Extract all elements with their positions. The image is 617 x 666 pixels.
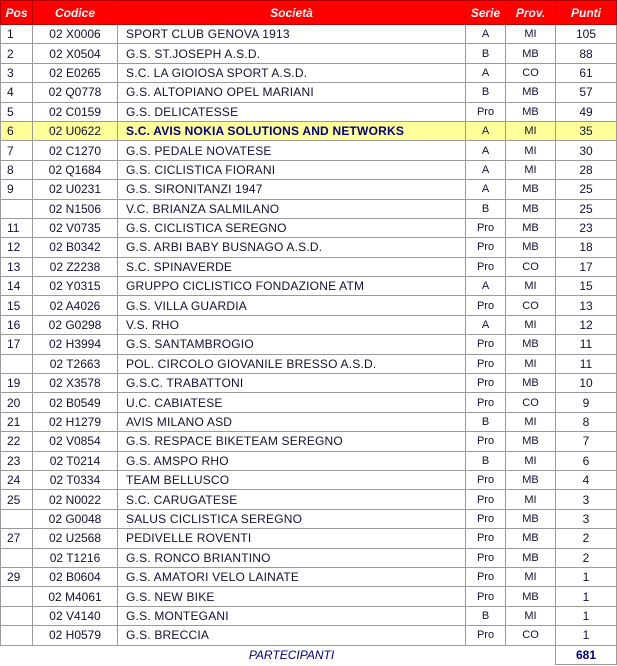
series-cell: A [466, 180, 506, 199]
series-cell: Pro [466, 238, 506, 257]
series-cell: B [466, 44, 506, 63]
code-cell: 02 T0214 [33, 451, 118, 470]
table-row [1, 490, 617, 509]
totals-row [1, 645, 617, 664]
participants-total: 681 [556, 645, 617, 664]
province-cell: CO [506, 257, 556, 276]
province-cell: MI [506, 315, 556, 334]
totals-spacer [506, 645, 556, 664]
header-prov: Prov. [506, 1, 556, 25]
series-cell: A [466, 25, 506, 44]
points-cell: 11 [556, 354, 617, 373]
table-row [1, 393, 617, 412]
table-row [1, 548, 617, 567]
team-name-cell: G.S. BRECCIA [118, 626, 466, 645]
table-row [1, 296, 617, 315]
points-cell: 4 [556, 470, 617, 489]
team-name-cell: G.S. MONTEGANI [118, 606, 466, 625]
position-cell: 24 [1, 470, 33, 489]
series-cell: B [466, 606, 506, 625]
position-cell: 9 [1, 180, 33, 199]
code-cell: 02 V0735 [33, 218, 118, 237]
points-cell: 105 [556, 25, 617, 44]
points-cell: 7 [556, 432, 617, 451]
table-row [1, 257, 617, 276]
team-name-cell: G.S. DELICATESSE [118, 102, 466, 121]
province-cell: MI [506, 141, 556, 160]
province-cell: MB [506, 44, 556, 63]
header-punti: Punti [556, 1, 617, 25]
table-row [1, 509, 617, 528]
team-name-cell: G.S. ALTOPIANO OPEL MARIANI [118, 83, 466, 102]
points-cell: 13 [556, 296, 617, 315]
team-name-cell: G.S.C. TRABATTONI [118, 374, 466, 393]
position-cell [1, 199, 33, 218]
table-row [1, 606, 617, 625]
position-cell: 16 [1, 315, 33, 334]
province-cell: MB [506, 83, 556, 102]
province-cell: CO [506, 393, 556, 412]
province-cell: MI [506, 451, 556, 470]
province-cell: MI [506, 412, 556, 431]
code-cell: 02 B0549 [33, 393, 118, 412]
points-cell: 88 [556, 44, 617, 63]
code-cell: 02 T1216 [33, 548, 118, 567]
series-cell: Pro [466, 432, 506, 451]
position-cell: 4 [1, 83, 33, 102]
points-cell: 30 [556, 141, 617, 160]
table-row [1, 102, 617, 121]
province-cell: MB [506, 199, 556, 218]
code-cell: 02 H1279 [33, 412, 118, 431]
table-row [1, 567, 617, 586]
team-name-cell: U.C. CABIATESE [118, 393, 466, 412]
table-row [1, 238, 617, 257]
team-name-cell: G.S. NEW BIKE [118, 587, 466, 606]
province-cell: MI [506, 490, 556, 509]
position-cell [1, 606, 33, 625]
code-cell: 02 H0579 [33, 626, 118, 645]
code-cell: 02 Q1684 [33, 160, 118, 179]
series-cell: Pro [466, 374, 506, 393]
code-cell: 02 M4061 [33, 587, 118, 606]
position-cell [1, 587, 33, 606]
team-name-cell: G.S. VILLA GUARDIA [118, 296, 466, 315]
team-name-cell: V.S. RHO [118, 315, 466, 334]
province-cell: MB [506, 548, 556, 567]
code-cell: 02 B0342 [33, 238, 118, 257]
team-name-cell: SPORT CLUB GENOVA 1913 [118, 25, 466, 44]
province-cell: MI [506, 160, 556, 179]
code-cell: 02 U0231 [33, 180, 118, 199]
series-cell: Pro [466, 509, 506, 528]
points-cell: 1 [556, 606, 617, 625]
code-cell: 02 U0622 [33, 121, 118, 140]
points-cell: 17 [556, 257, 617, 276]
table-row [1, 432, 617, 451]
position-cell: 19 [1, 374, 33, 393]
points-cell: 9 [556, 393, 617, 412]
position-cell: 29 [1, 567, 33, 586]
points-cell: 3 [556, 509, 617, 528]
code-cell: 02 X0504 [33, 44, 118, 63]
team-name-cell: G.S. AMATORI VELO LAINATE [118, 567, 466, 586]
position-cell: 23 [1, 451, 33, 470]
province-cell: MB [506, 238, 556, 257]
province-cell: MB [506, 218, 556, 237]
team-name-cell: PEDIVELLE ROVENTI [118, 529, 466, 548]
table-row [1, 335, 617, 354]
position-cell: 5 [1, 102, 33, 121]
table-row [1, 374, 617, 393]
code-cell: 02 B0604 [33, 567, 118, 586]
province-cell: CO [506, 626, 556, 645]
team-name-cell: POL. CIRCOLO GIOVANILE BRESSO A.S.D. [118, 354, 466, 373]
province-cell: MB [506, 335, 556, 354]
position-cell: 2 [1, 44, 33, 63]
series-cell: A [466, 141, 506, 160]
table-row [1, 180, 617, 199]
series-cell: B [466, 412, 506, 431]
points-cell: 8 [556, 412, 617, 431]
position-cell: 22 [1, 432, 33, 451]
series-cell: A [466, 277, 506, 296]
code-cell: 02 Z2238 [33, 257, 118, 276]
series-cell: Pro [466, 102, 506, 121]
position-cell: 21 [1, 412, 33, 431]
province-cell: CO [506, 296, 556, 315]
team-name-cell: G.S. ST.JOSEPH A.S.D. [118, 44, 466, 63]
code-cell: 02 C1270 [33, 141, 118, 160]
points-cell: 49 [556, 102, 617, 121]
points-cell: 2 [556, 529, 617, 548]
team-name-cell: G.S. RONCO BRIANTINO [118, 548, 466, 567]
position-cell [1, 548, 33, 567]
position-cell: 13 [1, 257, 33, 276]
team-name-cell: AVIS MILANO ASD [118, 412, 466, 431]
team-name-cell: G.S. SANTAMBROGIO [118, 335, 466, 354]
series-cell: Pro [466, 218, 506, 237]
points-cell: 61 [556, 63, 617, 82]
table-row [1, 470, 617, 489]
points-cell: 25 [556, 199, 617, 218]
points-cell: 35 [556, 121, 617, 140]
table-row [1, 141, 617, 160]
series-cell: B [466, 199, 506, 218]
position-cell: 25 [1, 490, 33, 509]
series-cell: Pro [466, 548, 506, 567]
position-cell: 7 [1, 141, 33, 160]
province-cell: MB [506, 529, 556, 548]
header-row [1, 1, 617, 25]
position-cell [1, 626, 33, 645]
province-cell: MB [506, 374, 556, 393]
table-row [1, 277, 617, 296]
position-cell: 12 [1, 238, 33, 257]
position-cell [1, 509, 33, 528]
series-cell: Pro [466, 257, 506, 276]
series-cell: B [466, 83, 506, 102]
code-cell: 02 T0334 [33, 470, 118, 489]
code-cell: 02 V0854 [33, 432, 118, 451]
points-cell: 1 [556, 587, 617, 606]
totals-spacer [1, 645, 33, 664]
table-row [1, 354, 617, 373]
position-cell [1, 354, 33, 373]
team-name-cell: S.C. LA GIOIOSA SPORT A.S.D. [118, 63, 466, 82]
points-cell: 25 [556, 180, 617, 199]
province-cell: MI [506, 606, 556, 625]
code-cell: 02 X3578 [33, 374, 118, 393]
code-cell: 02 C0159 [33, 102, 118, 121]
table-row [1, 199, 617, 218]
series-cell: A [466, 160, 506, 179]
series-cell: Pro [466, 529, 506, 548]
points-cell: 57 [556, 83, 617, 102]
code-cell: 02 V4140 [33, 606, 118, 625]
points-cell: 12 [556, 315, 617, 334]
series-cell: Pro [466, 567, 506, 586]
points-cell: 6 [556, 451, 617, 470]
team-name-cell: G.S. PEDALE NOVATESE [118, 141, 466, 160]
header-societa: Società [118, 1, 466, 25]
team-name-cell: TEAM BELLUSCO [118, 470, 466, 489]
team-name-cell: G.S. CICLISTICA SEREGNO [118, 218, 466, 237]
code-cell: 02 Q0778 [33, 83, 118, 102]
code-cell: 02 N0022 [33, 490, 118, 509]
series-cell: A [466, 121, 506, 140]
team-name-cell: G.S. SIRONITANZI 1947 [118, 180, 466, 199]
series-cell: Pro [466, 587, 506, 606]
series-cell: Pro [466, 296, 506, 315]
table-row [1, 218, 617, 237]
position-cell: 17 [1, 335, 33, 354]
team-name-cell: G.S. CICLISTICA FIORANI [118, 160, 466, 179]
code-cell: 02 T2663 [33, 354, 118, 373]
totals-spacer [33, 645, 118, 664]
series-cell: Pro [466, 470, 506, 489]
header-serie: Serie [466, 1, 506, 25]
position-cell: 20 [1, 393, 33, 412]
province-cell: MB [506, 470, 556, 489]
series-cell: Pro [466, 354, 506, 373]
team-name-cell: G.S. RESPACE BIKETEAM SEREGNO [118, 432, 466, 451]
points-cell: 15 [556, 277, 617, 296]
code-cell: 02 Y0315 [33, 277, 118, 296]
province-cell: MI [506, 25, 556, 44]
province-cell: MB [506, 102, 556, 121]
series-cell: B [466, 451, 506, 470]
code-cell: 02 E0265 [33, 63, 118, 82]
series-cell: Pro [466, 490, 506, 509]
province-cell: MB [506, 509, 556, 528]
points-cell: 11 [556, 335, 617, 354]
table-row [1, 121, 617, 140]
code-cell: 02 N1506 [33, 199, 118, 218]
header-codice: Codice [33, 1, 118, 25]
position-cell: 27 [1, 529, 33, 548]
team-name-cell: S.C. SPINAVERDE [118, 257, 466, 276]
points-cell: 18 [556, 238, 617, 257]
code-cell: 02 G0298 [33, 315, 118, 334]
team-name-cell: GRUPPO CICLISTICO FONDAZIONE ATM [118, 277, 466, 296]
points-cell: 28 [556, 160, 617, 179]
team-name-cell: G.S. ARBI BABY BUSNAGO A.S.D. [118, 238, 466, 257]
table-row [1, 25, 617, 44]
code-cell: 02 X0006 [33, 25, 118, 44]
header-pos: Pos [1, 1, 33, 25]
team-name-cell: G.S. AMSPO RHO [118, 451, 466, 470]
series-cell: A [466, 63, 506, 82]
series-cell: Pro [466, 626, 506, 645]
series-cell: A [466, 315, 506, 334]
points-cell: 1 [556, 567, 617, 586]
table-row [1, 44, 617, 63]
table-row [1, 160, 617, 179]
table-row [1, 451, 617, 470]
table-row [1, 529, 617, 548]
participants-label: PARTECIPANTI [248, 647, 335, 662]
province-cell: MI [506, 354, 556, 373]
table-row [1, 315, 617, 334]
position-cell: 6 [1, 121, 33, 140]
team-name-cell: V.C. BRIANZA SALMILANO [118, 199, 466, 218]
points-cell: 2 [556, 548, 617, 567]
position-cell: 11 [1, 218, 33, 237]
points-cell: 1 [556, 626, 617, 645]
province-cell: CO [506, 63, 556, 82]
table-row [1, 63, 617, 82]
position-cell: 15 [1, 296, 33, 315]
province-cell: MI [506, 277, 556, 296]
province-cell: MI [506, 567, 556, 586]
table-row [1, 587, 617, 606]
series-cell: Pro [466, 393, 506, 412]
code-cell: 02 U2568 [33, 529, 118, 548]
position-cell: 3 [1, 63, 33, 82]
province-cell: MB [506, 587, 556, 606]
code-cell: 02 G0048 [33, 509, 118, 528]
totals-spacer [466, 645, 506, 664]
team-name-cell: S.C. CARUGATESE [118, 490, 466, 509]
points-cell: 3 [556, 490, 617, 509]
points-cell: 10 [556, 374, 617, 393]
position-cell: 1 [1, 25, 33, 44]
position-cell: 14 [1, 277, 33, 296]
code-cell: 02 A4026 [33, 296, 118, 315]
table-row [1, 412, 617, 431]
team-name-cell: S.C. AVIS NOKIA SOLUTIONS AND NETWORKS [118, 121, 466, 140]
table-row [1, 626, 617, 645]
province-cell: MB [506, 432, 556, 451]
team-name-cell: SALUS CICLISTICA SEREGNO [118, 509, 466, 528]
points-cell: 23 [556, 218, 617, 237]
position-cell: 8 [1, 160, 33, 179]
province-cell: MB [506, 180, 556, 199]
province-cell: MI [506, 121, 556, 140]
table-row [1, 83, 617, 102]
series-cell: Pro [466, 335, 506, 354]
code-cell: 02 H3994 [33, 335, 118, 354]
